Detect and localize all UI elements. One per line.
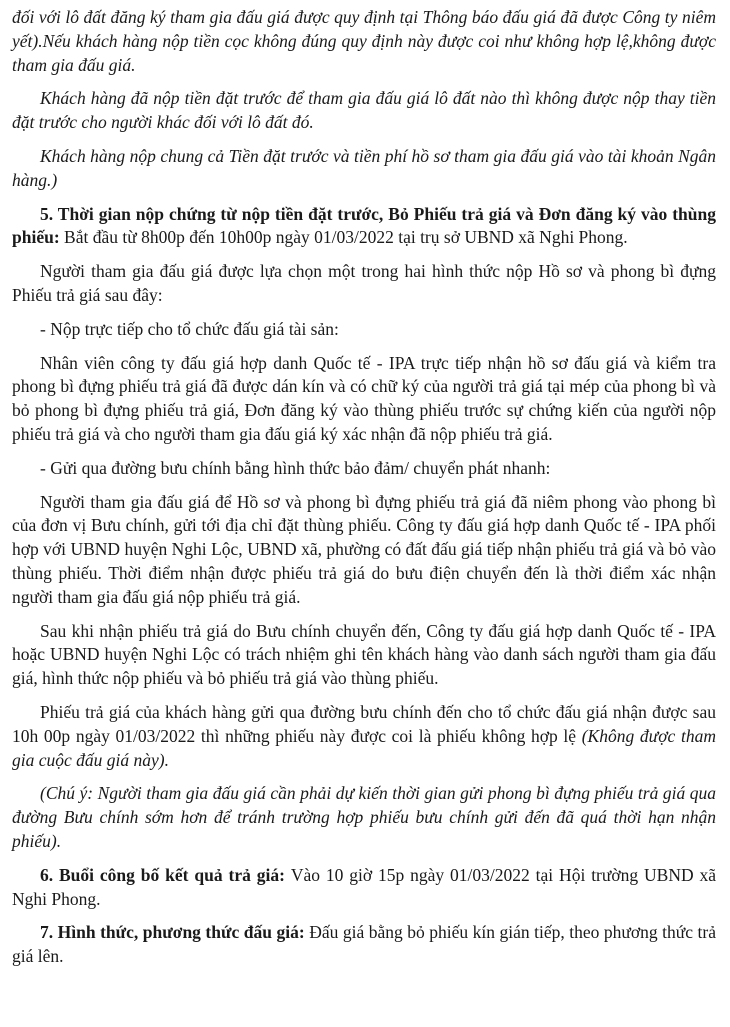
section-heading-label: 7. Hình thức, phương thức đấu giá: <box>40 922 310 943</box>
paragraph-deposit-bank-account-note <box>12 145 716 193</box>
paragraph-postal-receipt-responsibility <box>12 620 716 691</box>
section-6-heading-result-announcement <box>12 864 716 912</box>
text-segment: Phiếu trả giá của khách hàng gửi qua đường bưu chính đến cho tổ chức đấu giá nhận được sau 10h 00p ngày 01/03/2022 thì những phiếu này được coi là phiếu không hợp lệ <box>12 701 716 746</box>
paragraph-late-postal-ballots-invalid <box>12 701 716 772</box>
paragraph-postal-submission-procedure <box>12 491 716 610</box>
paragraph-direct-submission-procedure <box>12 352 716 447</box>
section-7-heading-auction-method <box>12 921 716 969</box>
text-segment: Đấu giá bằng bỏ phiếu kín gián tiếp, theo phương thức trả giá lên. <box>12 922 716 967</box>
section-heading-label: 6. Buổi công bố kết quả trả giá: <box>40 864 291 885</box>
text-segment: (Không được tham gia cuộc đấu giá này). <box>12 725 716 770</box>
paragraph-postal-timing-note <box>12 782 716 853</box>
text-segment: - Nộp trực tiếp cho tổ chức đấu giá tài sản: <box>40 318 339 339</box>
paragraph-deposit-rule-continuation <box>12 6 716 77</box>
text-segment: - Gửi qua đường bưu chính bằng hình thức bảo đảm/ chuyển phát nhanh: <box>40 457 551 478</box>
text-segment: đối với lô đất đăng ký tham gia đấu giá được quy định tại Thông báo đấu giá đã được Công ty niêm yết).Nếu khách hàng nộp tiền cọc không đúng quy định này được coi như không hợp lệ,không được tham gia đấu giá. <box>12 7 716 75</box>
paragraph-deposit-per-lot-rule <box>12 87 716 135</box>
text-segment: Người tham gia đấu giá để Hồ sơ và phong bì đựng phiếu trả giá đã niêm phong vào phong bì của đơn vị Bưu chính, gửi tới địa chỉ đặt thùng phiếu. Công ty đấu giá hợp danh Quốc tế - IPA phối hợp với UBND huyện Nghi Lộc, UBND xã, phường có đất đấu giá tiếp nhận phiếu trả giá và bỏ vào thùng phiếu. Thời điểm nhận được phiếu trả giá do bưu điện chuyển đến là thời điểm xác nhận người tham gia đấu giá nộp phiếu trả giá. <box>12 491 716 607</box>
section-heading-label: 5. Thời gian nộp chứng từ nộp tiền đặt trước, Bỏ Phiếu trả giá và Đơn đăng ký vào thùng phiếu: <box>12 203 716 248</box>
text-segment: Nhân viên công ty đấu giá hợp danh Quốc tế - IPA trực tiếp nhận hồ sơ đấu giá và kiểm tra phong bì đựng phiếu trả giá đã được dán kín và có chữ ký của người trả giá tại mép của phong bì và bỏ phong bì đựng phiếu trả giá, Đơn đăng ký vào thùng phiếu trước sự chứng kiến của người nộp phiếu trả giá và cho người tham gia đấu giá ký xác nhận đã nộp phiếu trả giá. <box>12 352 716 444</box>
text-segment: (Chú ý: Người tham gia đấu giá cần phải dự kiến thời gian gửi phong bì đựng phiếu trả giá qua đường Bưu chính sớm hơn để tránh trường hợp phiếu bưu chính gửi đến đã quá thời hạn nhận phiếu). <box>12 783 716 851</box>
text-segment: Khách hàng nộp chung cả Tiền đặt trước và tiền phí hồ sơ tham gia đấu giá vào tài khoản Ngân hàng.) <box>12 145 716 190</box>
text-segment: Bắt đầu từ 8h00p đến 10h00p ngày 01/03/2022 tại trụ sở UBND xã Nghi Phong. <box>64 227 628 248</box>
text-segment: Người tham gia đấu giá được lựa chọn một trong hai hình thức nộp Hồ sơ và phong bì đựng Phiếu trả giá sau đây: <box>12 261 716 305</box>
paragraph-option-postal-submission <box>12 457 716 481</box>
section-5-heading-submission-time <box>12 203 716 251</box>
text-segment: Khách hàng đã nộp tiền đặt trước để tham gia đấu giá lô đất nào thì không được nộp thay tiền đặt trước cho người khác đối với lô đất đó. <box>12 88 716 133</box>
text-segment: Sau khi nhận phiếu trả giá do Bưu chính chuyển đến, Công ty đấu giá hợp danh Quốc tế - IPA hoặc UBND huyện Nghi Lộc có trách nhiệm ghi tên khách hàng vào danh sách người tham gia đấu giá, hình thức nộp phiếu và bỏ phiếu trả giá vào thùng phiếu. <box>12 620 716 689</box>
text-segment: Vào 10 giờ 15p ngày 01/03/2022 tại Hội trường UBND xã Nghi Phong. <box>12 864 717 909</box>
paragraph-two-submission-options <box>12 260 716 308</box>
paragraph-option-direct-submission <box>12 318 716 342</box>
